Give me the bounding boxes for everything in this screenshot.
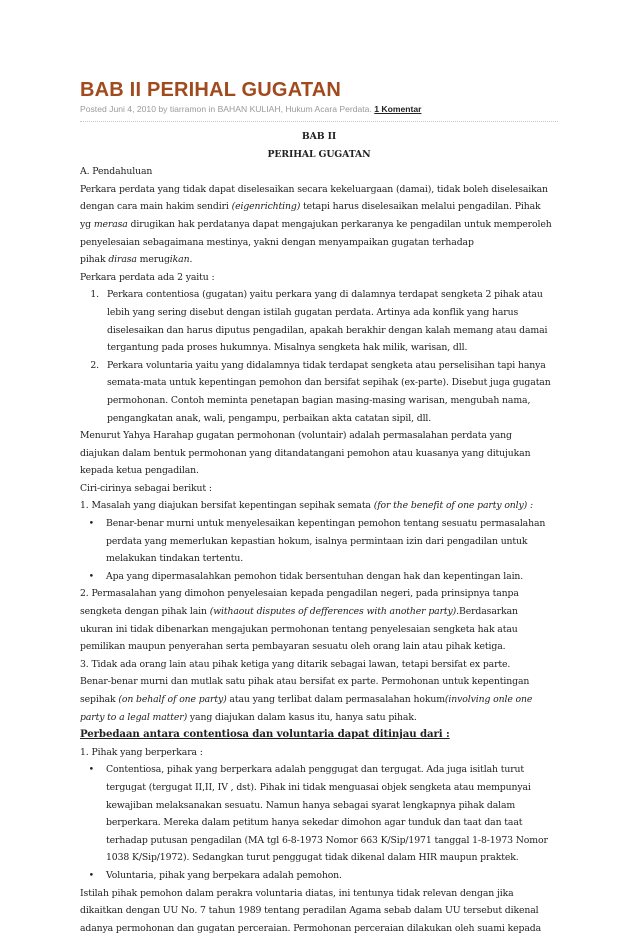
text-line: diselesaikan dan harus diputus pengadilan, apakah berakhir dengan kalah memang atau damai <box>107 324 548 336</box>
text-line: lebih yang sering disebut dengan istilah gugatan perdata. Artinya ada konflik yang harus <box>107 306 519 318</box>
text-line: 3. Tidak ada orang lain atau pihak ketiga yang ditarik sebagai lawan, tetapi bersifat ex parte. <box>80 658 511 670</box>
bullet-list <box>80 515 558 585</box>
numbered-list <box>80 286 558 427</box>
chapter-heading: BAB II <box>301 131 337 142</box>
chapter-title: PERIHAL GUGATAN <box>267 148 371 160</box>
text-line: permohonan. Contoh meminta penetapan bagian masing-masing warisan, mengubah nama, <box>107 394 531 406</box>
document-body <box>80 128 558 937</box>
text-line: kepada ketua pengadilan. <box>80 465 199 477</box>
text-line: 1. Pihak yang berperkara : <box>80 746 203 758</box>
text-line: terhadap putusan pengadilan (MA tgl 6-8-1973 Nomor 663 K/Sip/1971 tanggal 1-8-1973 Nomor <box>106 834 548 846</box>
text-line: melakukan tindakan tertentu. <box>106 553 244 565</box>
text-line: sepihak (on behalf of one party) atau yang terlibat dalam permasalahan hokum(involving onle one <box>80 694 533 705</box>
bullet-icon: • <box>88 764 94 776</box>
text-line: penyelesaian sebagaimana mestinya, yakni dengan menyampaikan gugatan terhadap <box>80 236 474 248</box>
text-line: pengangkatan anak, wali, pengampu, perbaikan akta catatan sipil, dll. <box>107 412 432 424</box>
list-item <box>80 357 558 427</box>
text-line: diajukan dalam bentuk permohonan yang ditandatangani pemohon atau kuasanya yang ditujukan <box>80 447 531 459</box>
text-line: Perkara perdata yang tidak dapat diselesaikan secara kekeluargaan (damai), tidak boleh diselesaikan <box>80 183 548 195</box>
list-item <box>80 761 558 867</box>
subheading: Perbedaan antara contentiosa dan voluntaria dapat ditinjau dari : <box>80 728 450 741</box>
text-line: ukuran ini tidak dibenarkan mengajukan permohonan tentang penyelesaian sengketa hak atau <box>80 623 518 635</box>
murni-paragraph <box>80 673 558 726</box>
bullet-icon: • <box>88 869 94 881</box>
bullet-icon: • <box>88 570 94 582</box>
post-meta <box>80 103 558 115</box>
text-line: 2. Permasalahan yang dimohon penyelesaian kepada pengadilan negeri, pada prinsipnya tanpa <box>80 588 519 600</box>
divider <box>80 121 558 122</box>
list-item <box>80 568 558 586</box>
text-line: Menurut Yahya Harahap gugatan permohonan (voluntair) adalah permasalahan perdata yang <box>80 430 512 442</box>
section-heading: A. Pendahuluan <box>80 166 153 178</box>
text-line: dengan cara main hakim sendiri (eigenrichting) tetapi harus diselesaikan melalui pengadilan. Pihak <box>80 201 541 213</box>
text-line: Benar-benar murni dan mutlak satu pihak atau bersifat ex parte. Permohonan untuk kepentingan <box>80 676 530 688</box>
intro-paragraph <box>80 181 558 269</box>
list-item <box>80 286 558 356</box>
text-line: adanya permohonan dan gugatan perceraian. Permohonan perceraian dilakukan oleh suami kepada <box>80 922 541 934</box>
text-line: Contentiosa, pihak yang berperkara adalah penggugat dan tergugat. Ada juga isitlah turut <box>106 764 525 776</box>
text-line: yg merasa dirugikan hak perdatanya dapat mengajukan perkaranya ke pengadilan untuk memperoleh <box>80 218 552 230</box>
text-line: party to a legal matter) yang diajukan dalam kasus itu, hanya satu pihak. <box>80 711 417 723</box>
document-page <box>80 78 558 937</box>
text-line: 1. Masalah yang diajukan bersifat kepentingan sepihak semata (for the benefit of one party only) : <box>80 500 533 512</box>
bullet-icon: • <box>88 518 94 530</box>
list-item <box>80 515 558 568</box>
text-line: pihak dirasa merugikan. <box>80 254 193 266</box>
text-line: Benar-benar murni untuk menyelesaikan kepentingan pemohon tentang sesuatu permasalahan <box>106 518 546 530</box>
ciri2-paragraph <box>80 585 558 655</box>
comments-link[interactable]: 1 Komentar <box>374 104 422 114</box>
list-number: 1. <box>90 289 99 301</box>
bullet-list <box>80 761 558 884</box>
post-meta-text: Posted Juni 4, 2010 by tiarramon in BAHAN KULIAH, Hukum Acara Perdata. <box>80 104 372 114</box>
text-line: 1038 K/Sip/1972). Sedangkan turut penggugat tidak dikenal dalam HIR maupun praktek. <box>106 852 519 864</box>
text-line: Voluntaria, pihak yang berpekara adalah pemohon. <box>106 869 342 881</box>
text-line: dikaitkan dengan UU No. 7 tahun 1989 tentang peradilan Agama sebab dalam UU tersebut dikenal <box>80 905 539 917</box>
list-number: 2. <box>90 359 99 371</box>
istilah-paragraph <box>80 885 558 937</box>
text-line: Perkara contentiosa (gugatan) yaitu perkara yang di dalamnya terdapat sengketa 2 pihak atau <box>107 289 543 301</box>
text-line: Apa yang dipermasalahkan pemohon tidak bersentuhan dengan hak dan kepentingan lain. <box>106 570 524 582</box>
text-line: Perkara perdata ada 2 yaitu : <box>80 271 215 283</box>
post-title[interactable]: BAB II PERIHAL GUGATAN <box>80 79 342 101</box>
text-line: tergugat (tergugat II,II, IV , dst). Pihak ini tidak menguasai objek sengketa atau mempunyai <box>106 781 531 793</box>
text-line: Istilah pihak pemohon dalam perakra voluntaria diatas, ini tentunya tidak relevan dengan jika <box>80 887 514 899</box>
list-item <box>80 867 558 885</box>
text-line: perdata yang memerlukan kepastian hokum, isalnya permintaan izin dari pengadilan untuk <box>106 535 528 547</box>
text-line: sengketa dengan pihak lain (withaout disputes of defferences with another party).Berdasarkan <box>80 606 518 618</box>
text-line: kewajiban melaksanakan sesuatu. Namun hanya sebagai syarat lengkapnya pihak dalam <box>106 799 516 811</box>
yahya-paragraph <box>80 427 558 480</box>
text-line: pemilikan maupun penyerahan serta pembayaran sesuatu oleh orang lain atau pihak ketiga. <box>80 641 506 653</box>
text-line: berperkara. Mereka dalam petitum hanya sekedar dimohon agar tunduk dan taat dan taat <box>106 817 523 829</box>
text-line: Ciri-cirinya sebagai berikut : <box>80 482 212 494</box>
text-line: semata-mata untuk kepentingan pemohon dan bersifat sepihak (ex-parte). Disebut juga gugatan <box>107 377 551 389</box>
text-line: Perkara voluntaria yaitu yang didalamnya tidak terdapat sengketa atau perselisihan tapi hanya <box>107 359 546 371</box>
text-line: tergantung pada proses hukumnya. Misalnya sengketa hak milik, warisan, dll. <box>107 342 468 354</box>
